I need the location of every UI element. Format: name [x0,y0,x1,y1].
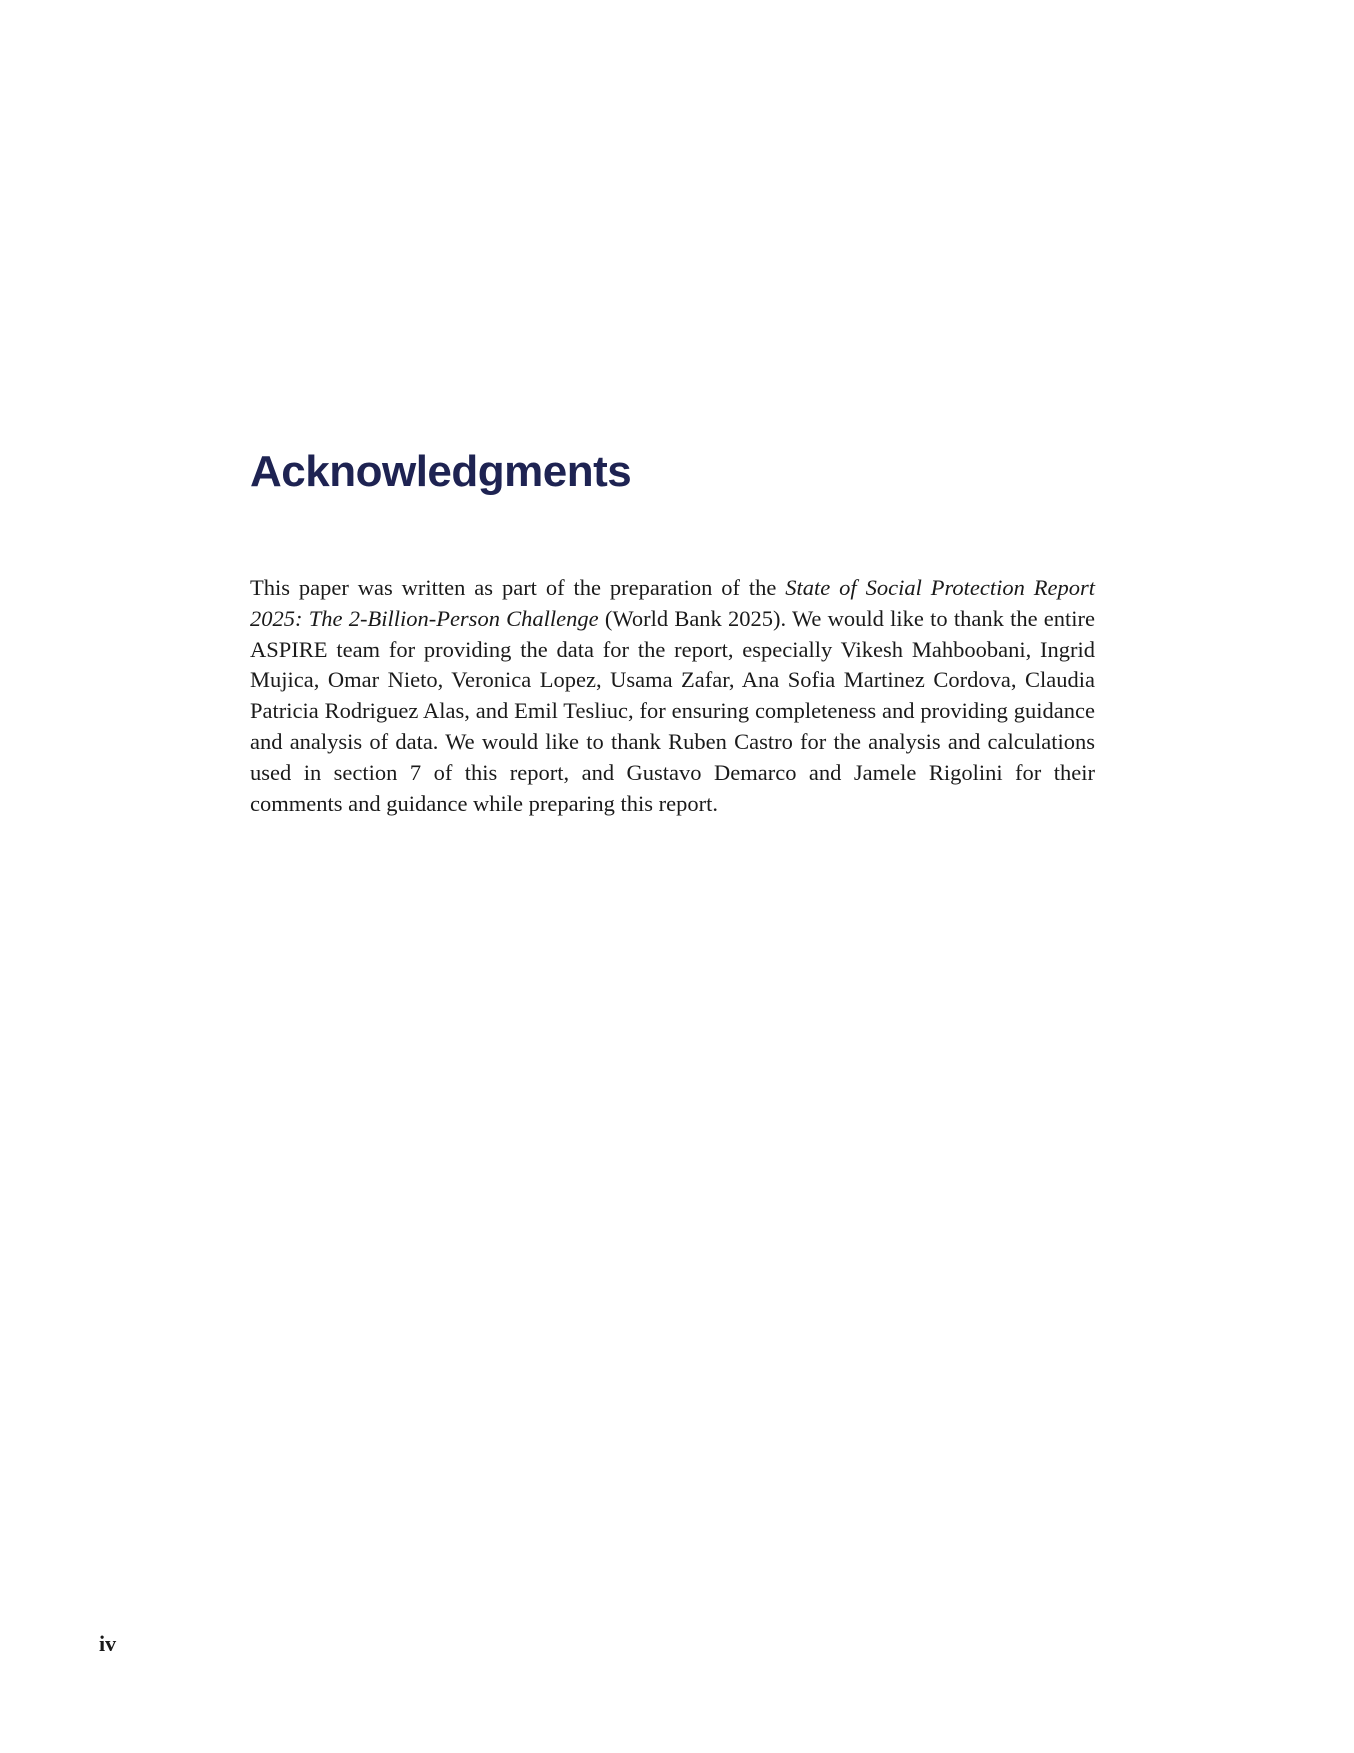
page-number: iv [99,1631,117,1656]
paragraph-rest: (World Bank 2025). We would like to thank the entire ASPIRE team for providing the data for the report, especially Vikesh Mahboobani, Ingrid Mujica, Omar Nieto, Veronica Lopez, Usama Zafar, Ana Sofia Martinez Cordova, Claudia Patricia Rodriguez Alas, and Emil Tesliuc, for ensuring completeness and providing guidance and analysis of data. We would like to thank Ruben Castro for the analysis and calculations used in section 7 of this report, and Gustavo Demarco and Jamele Rigolini for their comments and guidance while preparing this report. [250,605,1096,816]
page-title: Acknowledgments [250,447,632,496]
report-title-italic: State of Social Protection Report 2025: The 2-Billion-Person Challenge [250,575,1096,631]
paragraph-lead: This paper was written as part of the preparation of the [250,575,786,600]
acknowledgments-paragraph [250,573,1095,819]
